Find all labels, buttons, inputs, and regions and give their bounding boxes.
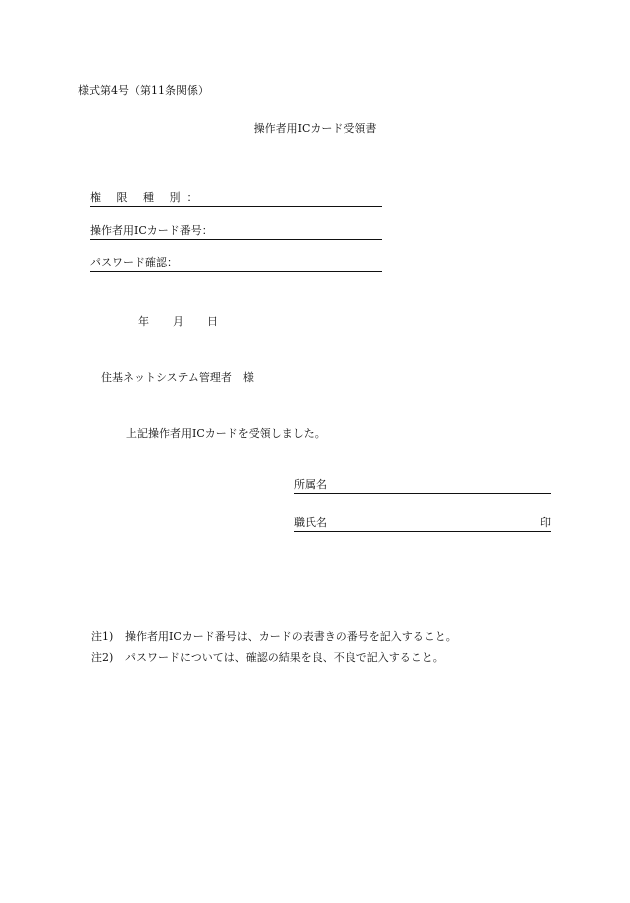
addressee: 住基ネットシステム管理者 様: [101, 371, 254, 384]
note-1: [91, 628, 457, 644]
affiliation-field[interactable]: [294, 477, 551, 494]
affiliation-label: 所属名: [294, 478, 327, 491]
field-ic-card-number-label: 操作者用ICカード番号：: [90, 224, 213, 237]
note-2-text: パスワードについては、確認の結果を良、不良で記入すること。: [125, 651, 444, 664]
date-day-label: 日: [207, 315, 218, 328]
date-year-label: 年: [138, 315, 149, 328]
field-password-check-label: パスワード確認：: [90, 256, 178, 269]
field-authority-type-label: 権 限 種 別：: [90, 191, 204, 204]
name-label: 職氏名: [294, 516, 327, 529]
field-password-check[interactable]: [90, 255, 382, 272]
note-2-tag: 注2): [91, 651, 114, 664]
date-month-label: 月: [173, 315, 184, 328]
seal-mark: 印: [540, 516, 551, 529]
receipt-statement: 上記操作者用ICカードを受領しました。: [126, 427, 326, 440]
field-authority-type[interactable]: [90, 190, 382, 207]
note-2: [91, 649, 444, 665]
note-1-text: 操作者用ICカード番号は、カードの表書きの番号を記入すること。: [125, 630, 457, 643]
note-1-tag: 注1): [91, 630, 114, 643]
document-title: 操作者用ICカード受領書: [253, 122, 377, 135]
field-ic-card-number[interactable]: [90, 223, 382, 240]
name-field[interactable]: [294, 515, 551, 532]
form-number: 様式第4号（第11条関係）: [78, 84, 209, 97]
